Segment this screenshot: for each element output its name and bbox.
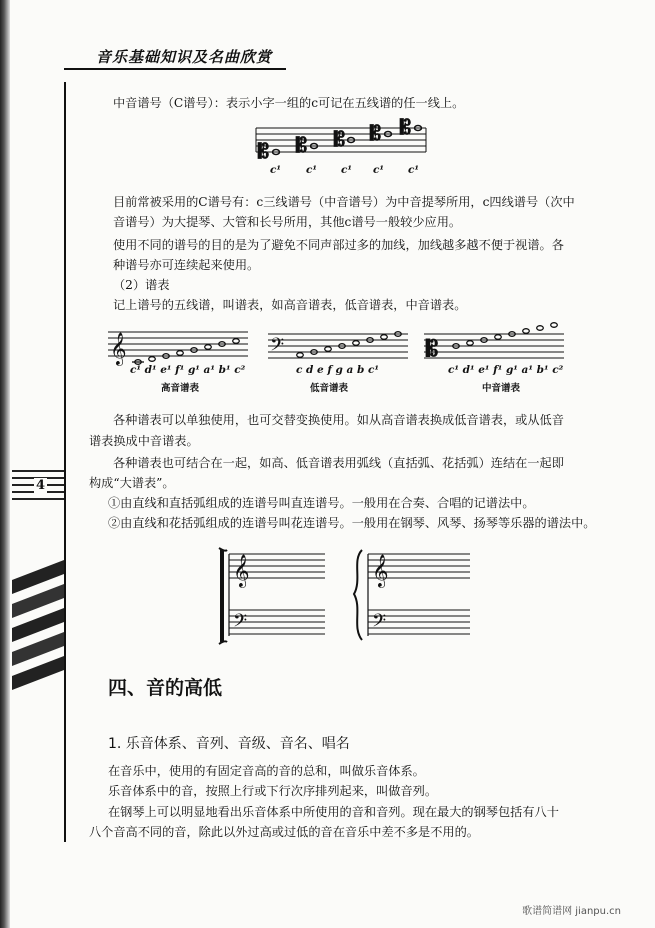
paragraph-straight-brace: ①由直线和直括弧组成的连谱号叫直连谱号。一般用在合奏、合唱的记谱法中。 [108,496,535,510]
svg-text:𝄡: 𝄡 [334,127,346,151]
paragraph-grand-line2: 构成“大谱表”。 [89,476,175,490]
c-clef-staff-figure [256,115,426,164]
svg-text:𝄡: 𝄡 [400,115,412,139]
alto-note-names: c¹ d¹ e¹ f¹ g¹ a¹ b¹ c² [448,364,564,376]
paragraph-alternate-line1: 各种谱表可以单独使用，也可交替变换使用。如从高音谱表换成低音谱表，或从低音 [113,413,564,427]
paragraph-tone-system: 在音乐中，使用的有固定音高的音的总和，叫做乐音体系。 [108,764,425,778]
treble-staff [108,328,248,364]
paragraph-piano-line2: 八个音高不同的音，除此以外过高或过低的音在音乐中差不多是不用的。 [89,825,479,839]
svg-text:𝄢: 𝄢 [270,335,285,360]
svg-text:𝄞: 𝄞 [110,332,127,365]
paragraph-curly-brace: ②由直线和花括弧组成的连谱号叫花连谱号。一般用在钢琴、风琴、扬琴等乐器的谱法中。 [108,516,596,530]
side-stripes [12,560,64,710]
paragraph-alternate-line2: 谱表换成中音谱表。 [89,434,199,448]
paragraph-clefs-line1: 目前常被采用的C谱号有：c三线谱号（中音谱号）为中音提琴所用，c四线谱号（次中 [113,195,575,209]
svg-text:𝄞: 𝄞 [233,554,250,587]
svg-text:𝄞: 𝄞 [372,554,389,587]
running-header: 音乐基础知识及名曲欣赏 [96,48,273,66]
paragraph-piano-line1: 在钢琴上可以明显地看出乐音体系中所使用的音和音列。现在最大的钢琴包括有八十 [108,805,559,819]
paragraph-tone-series: 乐音体系中的音，按照上行或下行次序排列起来，叫做音列。 [108,784,438,798]
margin-rule [64,82,66,842]
paragraph-staff-def: 记上谱号的五线谱，叫谱表，如高音谱表，低音谱表，中音谱表。 [113,298,467,312]
paragraph-purpose-line1: 使用不同的谱号的目的是为了避免不同声部过多的加线，加线越多越不便于视谱。各 [113,238,564,252]
paragraph-grand-line1: 各种谱表也可结合在一起，如高、低音谱表用弧线（直括弧、花括弧）连结在一起即 [113,456,564,470]
paragraph-purpose-line2: 种谱号亦可连续起来使用。 [113,258,260,272]
svg-text:𝄡: 𝄡 [296,133,308,157]
svg-text:𝄡: 𝄡 [370,121,382,145]
bass-caption: 低音谱表 [310,383,349,394]
svg-text:𝄡: 𝄡 [258,139,270,163]
alto-staff [424,328,564,364]
c-label-2: c¹ [306,164,317,176]
c-label-3: c¹ [341,164,352,176]
grand-staff-bracket [215,550,325,650]
header-underline [64,68,286,70]
c-label-1: c¹ [270,164,281,176]
section-heading: 四、音的高低 [108,677,223,699]
alto-caption: 中音谱表 [482,383,521,394]
c-label-4: c¹ [373,164,384,176]
bass-note-names: c d e f g a b c¹ [296,364,380,376]
bass-staff [268,328,408,364]
paragraph-c-clef: 中音谱号（C谱号）：表示小字一组的c可记在五线谱的任一线上。 [113,96,465,110]
grand-staff-brace [350,550,470,650]
treble-caption: 高音谱表 [161,383,200,394]
c-label-5: c¹ [408,164,419,176]
page-binding-edge [0,0,10,928]
svg-text:𝄡: 𝄡 [426,336,439,362]
paragraph-clefs-line2: 音谱号）为大提琴、大管和长号所用，其他c谱号一般较少应用。 [113,215,462,229]
svg-text:𝄢: 𝄢 [233,611,248,636]
watermark-footer: 歌谱简谱网 jianpu.cn [522,906,621,917]
subsection-staff: （2）谱表 [113,278,170,292]
page-number: 4 [36,478,46,493]
svg-text:𝄢: 𝄢 [372,611,387,636]
subsection-heading: 1. 乐音体系、音列、音级、音名、唱名 [108,736,350,752]
treble-note-names: c¹ d¹ e¹ f¹ g¹ a¹ b¹ c² [130,364,246,376]
